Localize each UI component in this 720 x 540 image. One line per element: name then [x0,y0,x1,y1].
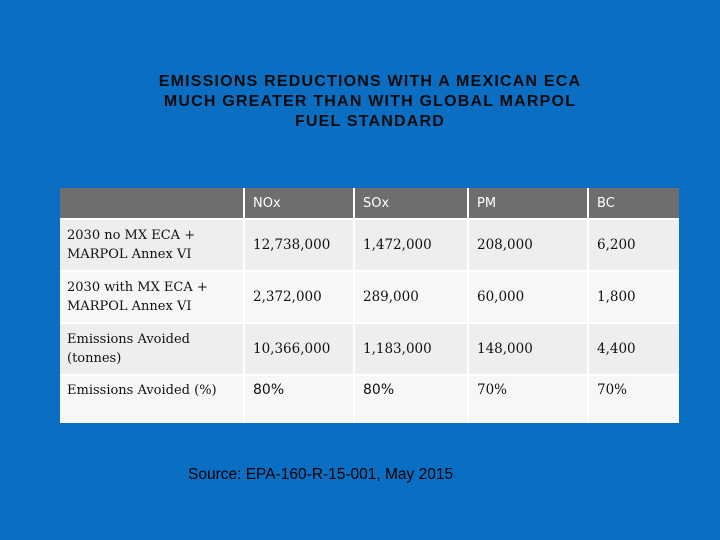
header-cell-pm: PM [468,188,588,219]
title-line-3: FUEL STANDARD [294,113,446,130]
table-row [60,271,679,323]
cell-pm: 148,000 [468,323,588,375]
header-cell-sox: SOx [354,188,468,219]
header-cell-empty [60,188,244,219]
cell-bc: 4,400 [588,323,679,375]
cell-bc: 1,800 [588,271,679,323]
cell-nox: 12,738,000 [244,219,354,271]
row-label: 2030 no MX ECA + MARPOL Annex VI [60,219,244,271]
table-header-row [60,188,679,219]
header-cell-nox: NOx [244,188,354,219]
table-row [60,375,679,423]
cell-sox: 1,472,000 [354,219,468,271]
cell-pm: 60,000 [468,271,588,323]
cell-pm: 70% [468,375,588,423]
row-label: Emissions Avoided (%) [60,375,244,423]
cell-sox: 289,000 [354,271,468,323]
table-row [60,323,679,375]
table-row [60,219,679,271]
cell-sox: 1,183,000 [354,323,468,375]
cell-nox: 2,372,000 [244,271,354,323]
header-cell-bc: BC [588,188,679,219]
emissions-table [60,188,679,423]
title-line-1: EMISSIONS REDUCTIONS WITH A MEXICAN ECA [158,73,582,90]
cell-nox: 10,366,000 [244,323,354,375]
cell-bc: 6,200 [588,219,679,271]
cell-nox: 80% [244,375,354,423]
slide-title [60,72,680,132]
cell-pm: 208,000 [468,219,588,271]
row-label: 2030 with MX ECA + MARPOL Annex VI [60,271,244,323]
source-citation: Source: EPA-160-R-15-001, May 2015 [188,466,454,483]
title-line-2: MUCH GREATER THAN WITH GLOBAL MARPOL [163,93,577,110]
cell-sox: 80% [354,375,468,423]
cell-bc: 70% [588,375,679,423]
row-label: Emissions Avoided (tonnes) [60,323,244,375]
